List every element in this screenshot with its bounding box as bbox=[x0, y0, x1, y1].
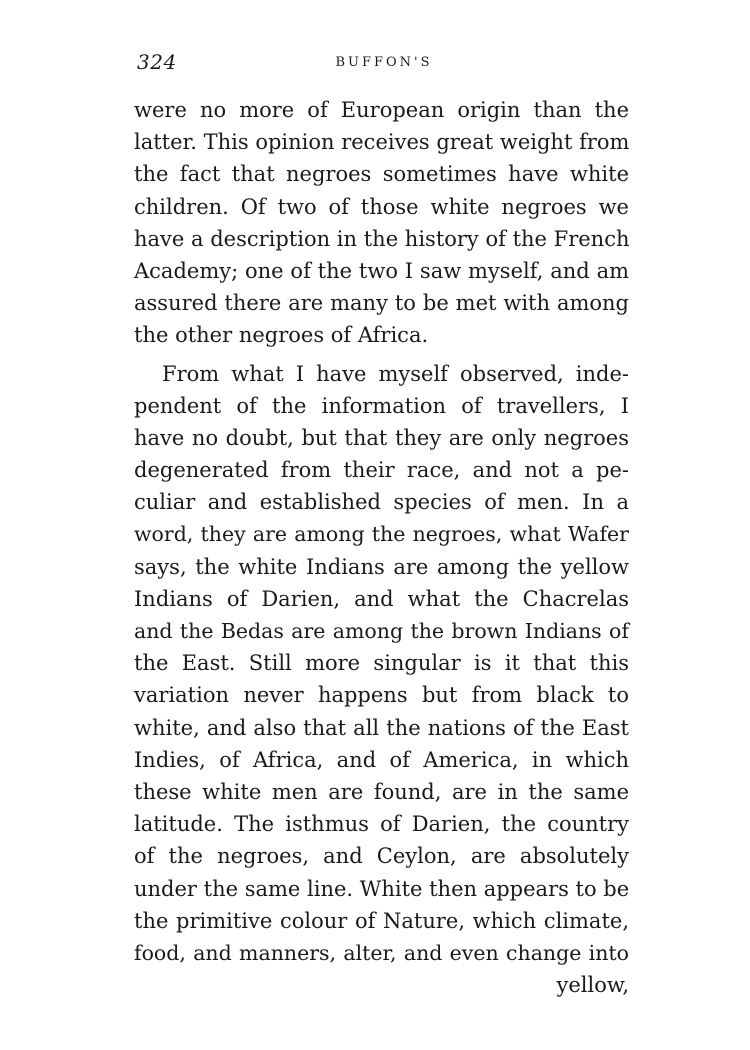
text-line: the East. Still more singular is it that this bbox=[134, 651, 629, 676]
text-line: assured there are many to be met with among bbox=[134, 291, 629, 316]
text-line: latter. This opinion receives great weight from bbox=[134, 130, 630, 155]
text-line: were no more of European origin than the bbox=[134, 98, 629, 122]
text-line: variation never happens but from black to bbox=[134, 683, 629, 708]
body-text bbox=[134, 94, 629, 1001]
text-line: culiar and established species of men. In a bbox=[134, 490, 629, 515]
text-line: have a description in the history of the French bbox=[134, 226, 630, 251]
text-line: pendent of the information of travellers, I bbox=[134, 393, 629, 418]
text-line: Indies, of Africa, and of America, in which bbox=[134, 747, 629, 772]
text-line: and the Bedas are among the brown Indians of bbox=[134, 619, 629, 643]
text-line: Indians of Darien, and what the Chacrelas bbox=[134, 586, 629, 611]
text-line: From what I have myself observed, inde- bbox=[162, 361, 629, 386]
text-line: food, and manners, alter, and even change into bbox=[134, 940, 629, 965]
text-line: the fact that negroes sometimes have white bbox=[134, 162, 629, 187]
text-line: children. Of two of those white negroes we bbox=[134, 194, 629, 219]
running-head bbox=[0, 55, 750, 70]
text-line: says, the white Indians are among the yellow bbox=[134, 554, 629, 579]
running-head-text: BUFFON'S bbox=[335, 55, 433, 70]
page-number: 324 bbox=[137, 50, 177, 74]
text-line: Academy; one of the two I saw myself, and am bbox=[134, 258, 629, 283]
text-line: latitude. The isthmus of Darien, the country bbox=[134, 812, 629, 837]
text-line: degenerated from their race, and not a pe- bbox=[134, 458, 629, 483]
text-line: these white men are found, are in the same bbox=[134, 779, 629, 804]
text-line: the primitive colour of Nature, which climate, bbox=[134, 908, 629, 933]
text-line: of the negroes, and Ceylon, are absolutely bbox=[134, 844, 629, 869]
text-line: white, and also that all the nations of the East bbox=[134, 715, 629, 740]
catchword: yellow, bbox=[556, 973, 629, 998]
text-line: have no doubt, but that they are only negroes bbox=[134, 425, 629, 450]
text-line: word, they are among the negroes, what Wafer bbox=[134, 522, 629, 547]
text-line: the other negroes of Africa. bbox=[134, 323, 429, 348]
paragraph-1 bbox=[134, 94, 629, 352]
paragraph-2 bbox=[134, 358, 629, 970]
text-line: under the same line. White then appears to be bbox=[134, 876, 630, 901]
